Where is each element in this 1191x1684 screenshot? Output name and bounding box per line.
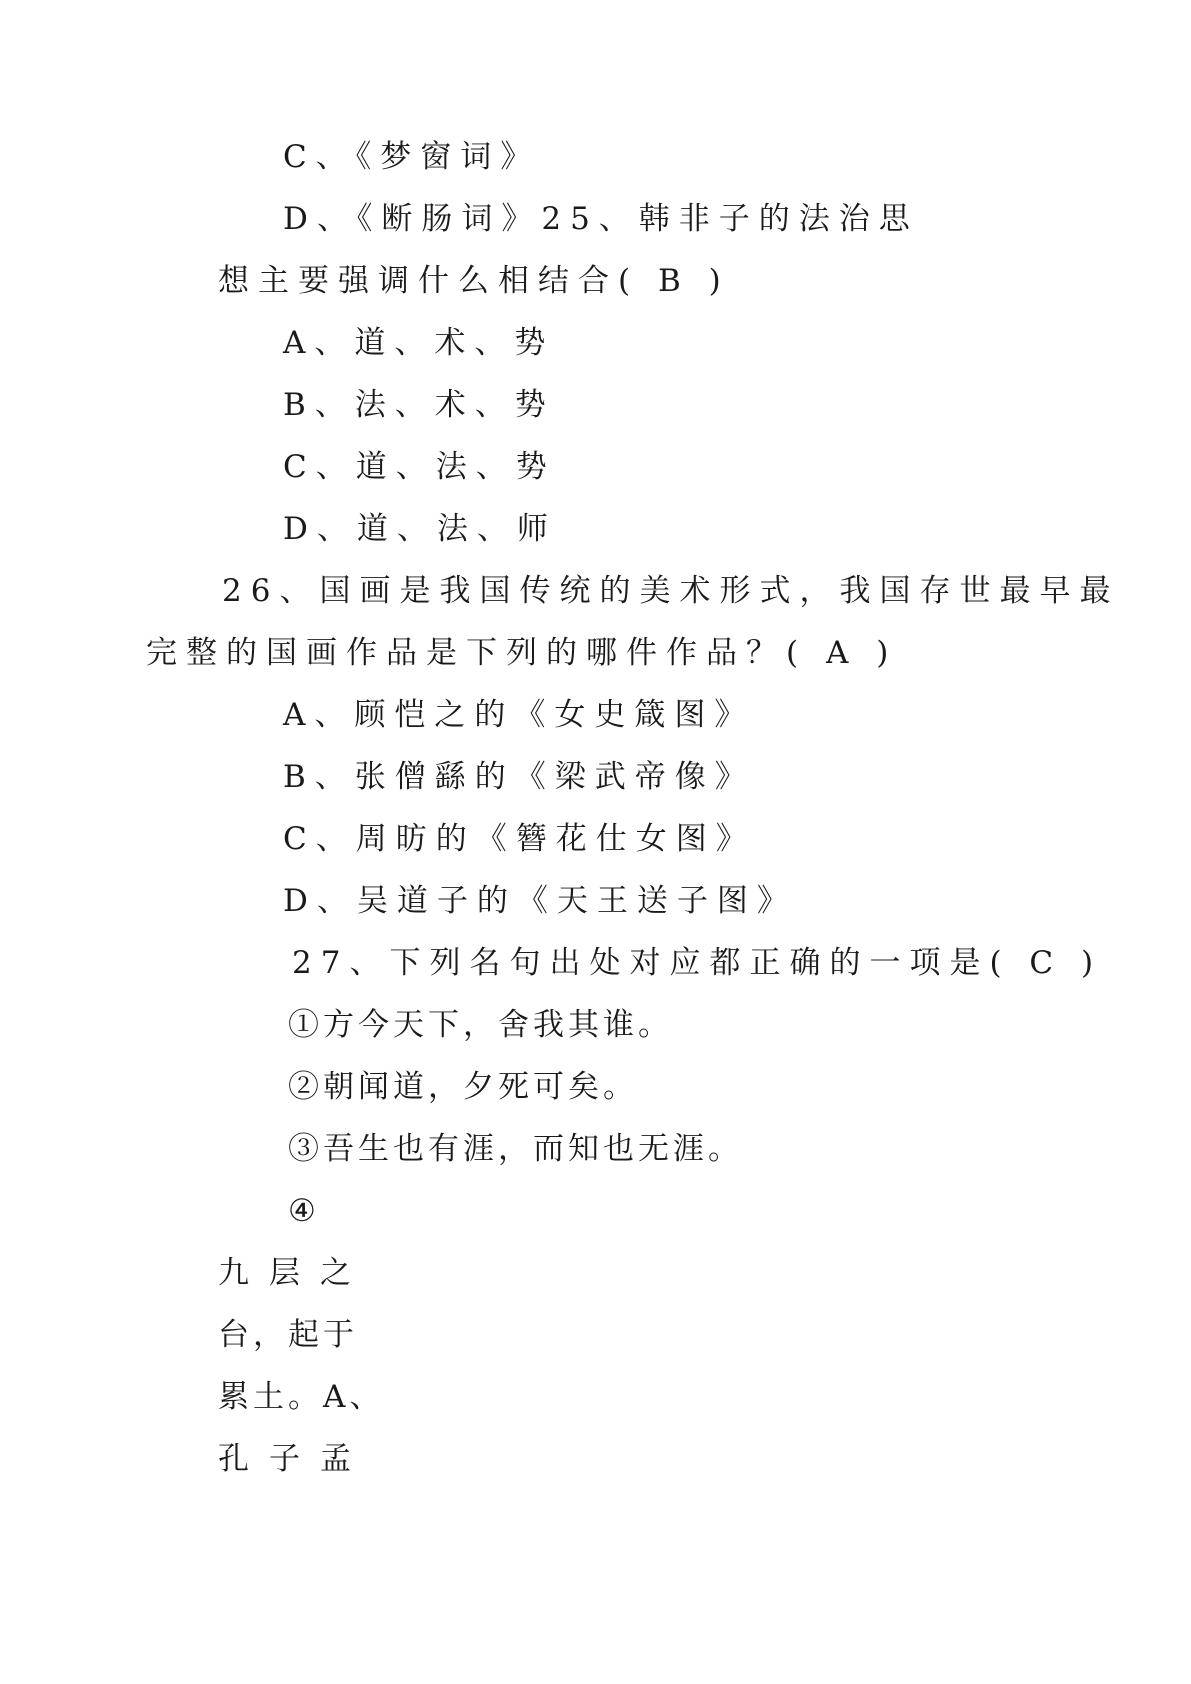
q27-quote-4-part-1: 九层之	[218, 1255, 371, 1291]
q26-question: 26、国画是我国传统的美术形式，我国存世最早最	[222, 573, 1120, 609]
q26-question-continued: 完整的国画作品是下列的哪件作品？( A )	[146, 635, 898, 671]
q27-quote-3: ③吾生也有涯，而知也无涯。	[288, 1131, 743, 1167]
q24-option-c: C、《梦窗词》	[283, 139, 541, 175]
q26-option-b: B、张僧繇的《梁武帝像》	[283, 759, 755, 795]
q27-question: 27、下列名句出处对应都正确的一项是( C )	[292, 945, 1103, 981]
q27-option-a-continued: 孔子孟	[218, 1441, 371, 1477]
q26-option-d: D、吴道子的《天王送子图》	[283, 883, 797, 919]
q27-quote-2: ②朝闻道，夕死可矣。	[288, 1069, 638, 1105]
q27-quote-1: ①方今天下，舍我其谁。	[288, 1007, 673, 1043]
q27-quote-4-marker: ④	[288, 1193, 320, 1229]
q25-option-b: B、法、术、势	[283, 387, 555, 423]
q26-option-c: C、周昉的《簪花仕女图》	[283, 821, 756, 857]
q25-option-c: C、道、法、势	[283, 449, 556, 485]
q25-option-a: A、道、术、势	[283, 325, 555, 361]
q27-quote-4-part-3-and-option-a: 累土。A、	[218, 1379, 385, 1415]
q25-question-continued: 想主要强调什么相结合( B )	[218, 263, 730, 299]
q25-option-d: D、道、法、师	[283, 511, 557, 547]
q24-option-d-and-q25-start: D、《断肠词》25、韩非子的法治思	[283, 201, 919, 237]
q26-option-a: A、顾恺之的《女史箴图》	[283, 697, 755, 733]
q27-quote-4-part-2: 台，起于	[218, 1317, 358, 1353]
